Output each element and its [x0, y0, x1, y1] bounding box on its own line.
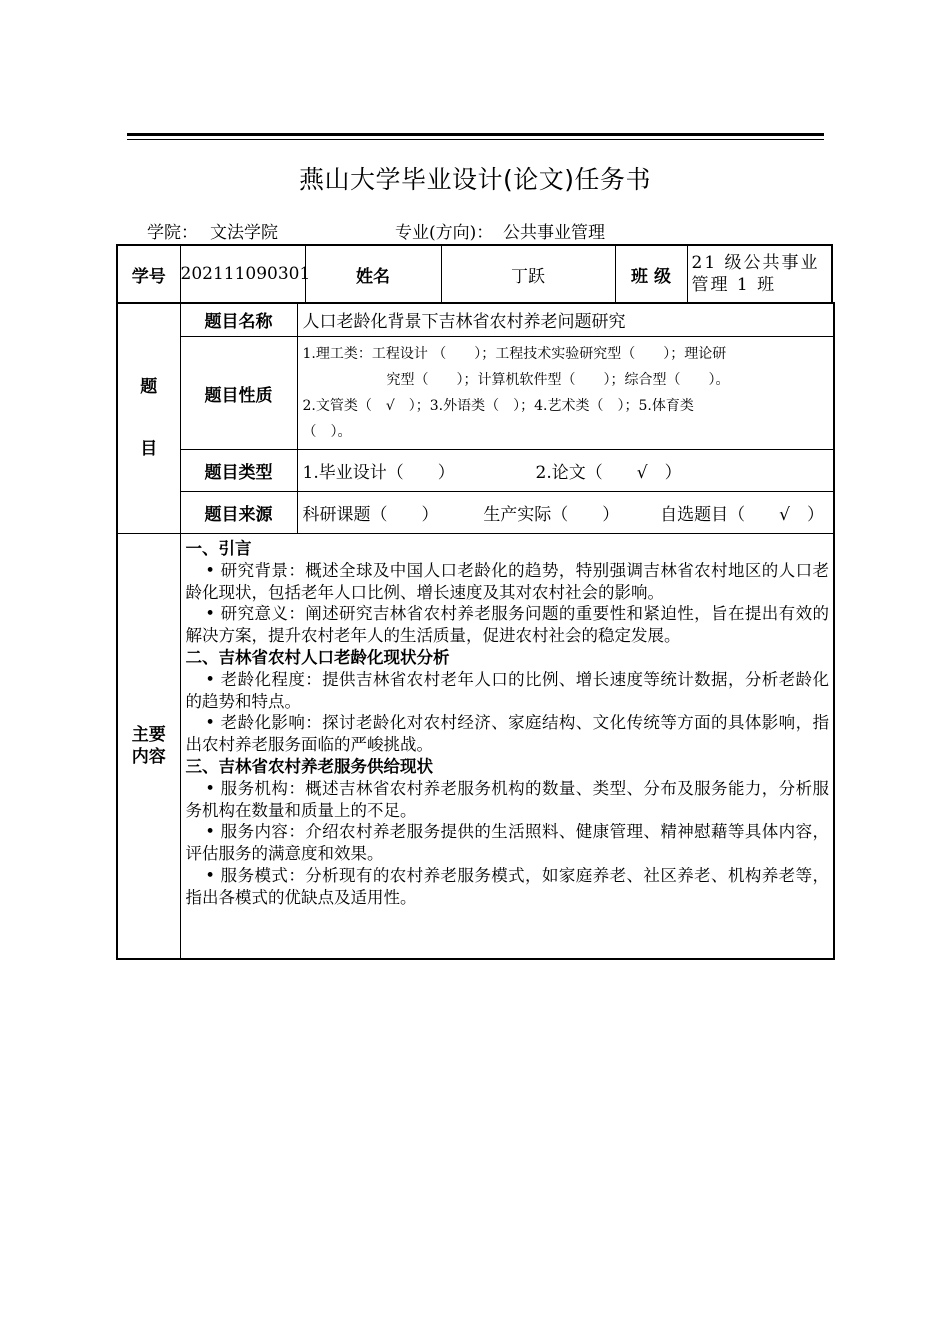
source-option-research: 科研课题（ ） [302, 505, 439, 525]
content-paragraph: • 服务模式：分析现有的农村养老服务模式，如家庭养老、社区养老、机构养老等，指出各模式的优缺点及适用性。 [185, 865, 829, 907]
topic-table [116, 302, 835, 960]
header-rule-thin [127, 139, 824, 140]
main-content-label-line1: 主要 [131, 724, 166, 745]
student-id-label: 学号 [117, 245, 180, 303]
class-value [687, 245, 832, 303]
topic-source-value [297, 492, 834, 534]
student-name-cell [305, 245, 441, 303]
main-content-row [117, 534, 834, 959]
content-paragraph: • 老龄化程度：提供吉林省农村老年人口的比例、增长速度等统计数据，分析老龄化的趋势和特点。 [185, 669, 829, 711]
type-option-thesis: 2.论文（ √ ） [535, 463, 682, 483]
topic-name-value: 人口老龄化背景下吉林省农村养老问题研究 [297, 303, 834, 337]
topic-nature-label: 题目性质 [180, 337, 297, 450]
topic-nature-value [297, 337, 834, 450]
content-paragraph: • 服务机构：概述吉林省农村养老服务机构的数量、类型、分布及服务能力，分析服务机构在数量和质量上的不足。 [185, 778, 829, 820]
class-value-line2: 管理 1 班 [691, 275, 777, 295]
content-paragraph: • 研究背景：概述全球及中国人口老龄化的趋势，特别强调吉林省农村地区的人口老龄化现状，包括老年人口比例、增长速度及其对农村社会的影响。 [185, 560, 829, 602]
topic-type-row [117, 450, 834, 492]
content-paragraph: • 老龄化影响：探讨老龄化对农村经济、家庭结构、文化传统等方面的具体影响，指出农村养老服务面临的严峻挑战。 [185, 713, 829, 755]
task-table [116, 244, 833, 304]
topic-section-label-1: 题 [140, 377, 158, 397]
college-value: 文法学院 [210, 223, 278, 243]
student-name-value: 丁跃 [441, 245, 615, 303]
section-heading-1: 一、引言 [185, 539, 252, 558]
source-option-production: 生产实际（ ） [483, 505, 620, 525]
source-option-self-selected: 自选题目（ √ ） [660, 505, 824, 525]
student-name-label: 姓名 [356, 266, 390, 287]
section-heading-2: 二、吉林省农村人口老龄化现状分析 [185, 647, 450, 667]
topic-section-label [117, 303, 180, 534]
header-rule-thick [127, 133, 824, 136]
topic-type-value [297, 450, 834, 492]
topic-source-label: 题目来源 [180, 492, 297, 534]
topic-source-row [117, 492, 834, 534]
topic-name-row [117, 303, 834, 337]
nature-line-4: （ ）。 [302, 424, 352, 440]
document-title: 燕山大学毕业设计(论文)任务书 [298, 165, 651, 194]
nature-line-2: 究型（ ）；计算机软件型（ ）；综合型（ ）。 [386, 372, 730, 388]
content-paragraph: • 服务内容：介绍农村养老服务提供的生活照料、健康管理、精神慰藉等具体内容，评估服务的满意度和效果。 [185, 822, 829, 864]
nature-line-3: 2.文管类（ √ ）；3.外语类（ ）；4.艺术类（ ）；5.体育类 [302, 398, 694, 414]
class-label: 班 级 [615, 245, 687, 303]
topic-nature-row [117, 337, 834, 450]
major-label: 专业(方向)： [395, 223, 494, 243]
nature-line-1: 1.理工类：工程设计 （ ）；工程技术实验研究型（ ）；理论研 [302, 346, 727, 362]
student-info-row [117, 245, 832, 303]
college-label: 学院： [147, 223, 198, 243]
student-id-value: 202111090301 [180, 245, 305, 303]
topic-type-label: 题目类型 [180, 450, 297, 492]
content-paragraph: • 研究意义：阐述研究吉林省农村养老服务问题的重要性和紧迫性，旨在提出有效的解决方案，提升农村老年人的生活质量，促进农村社会的稳定发展。 [185, 604, 829, 646]
topic-name-label: 题目名称 [180, 303, 297, 337]
major-value: 公共事业管理 [503, 223, 605, 243]
main-content-label [117, 534, 180, 959]
main-content-label-line2: 内容 [131, 746, 166, 767]
class-value-line1: 21 级公共事业 [691, 253, 820, 273]
topic-section-label-2: 目 [140, 439, 158, 459]
main-content-body [180, 534, 834, 959]
section-heading-3: 三、吉林省农村养老服务供给现状 [185, 756, 433, 776]
type-option-graduation-design: 1.毕业设计（ ） [302, 463, 455, 483]
